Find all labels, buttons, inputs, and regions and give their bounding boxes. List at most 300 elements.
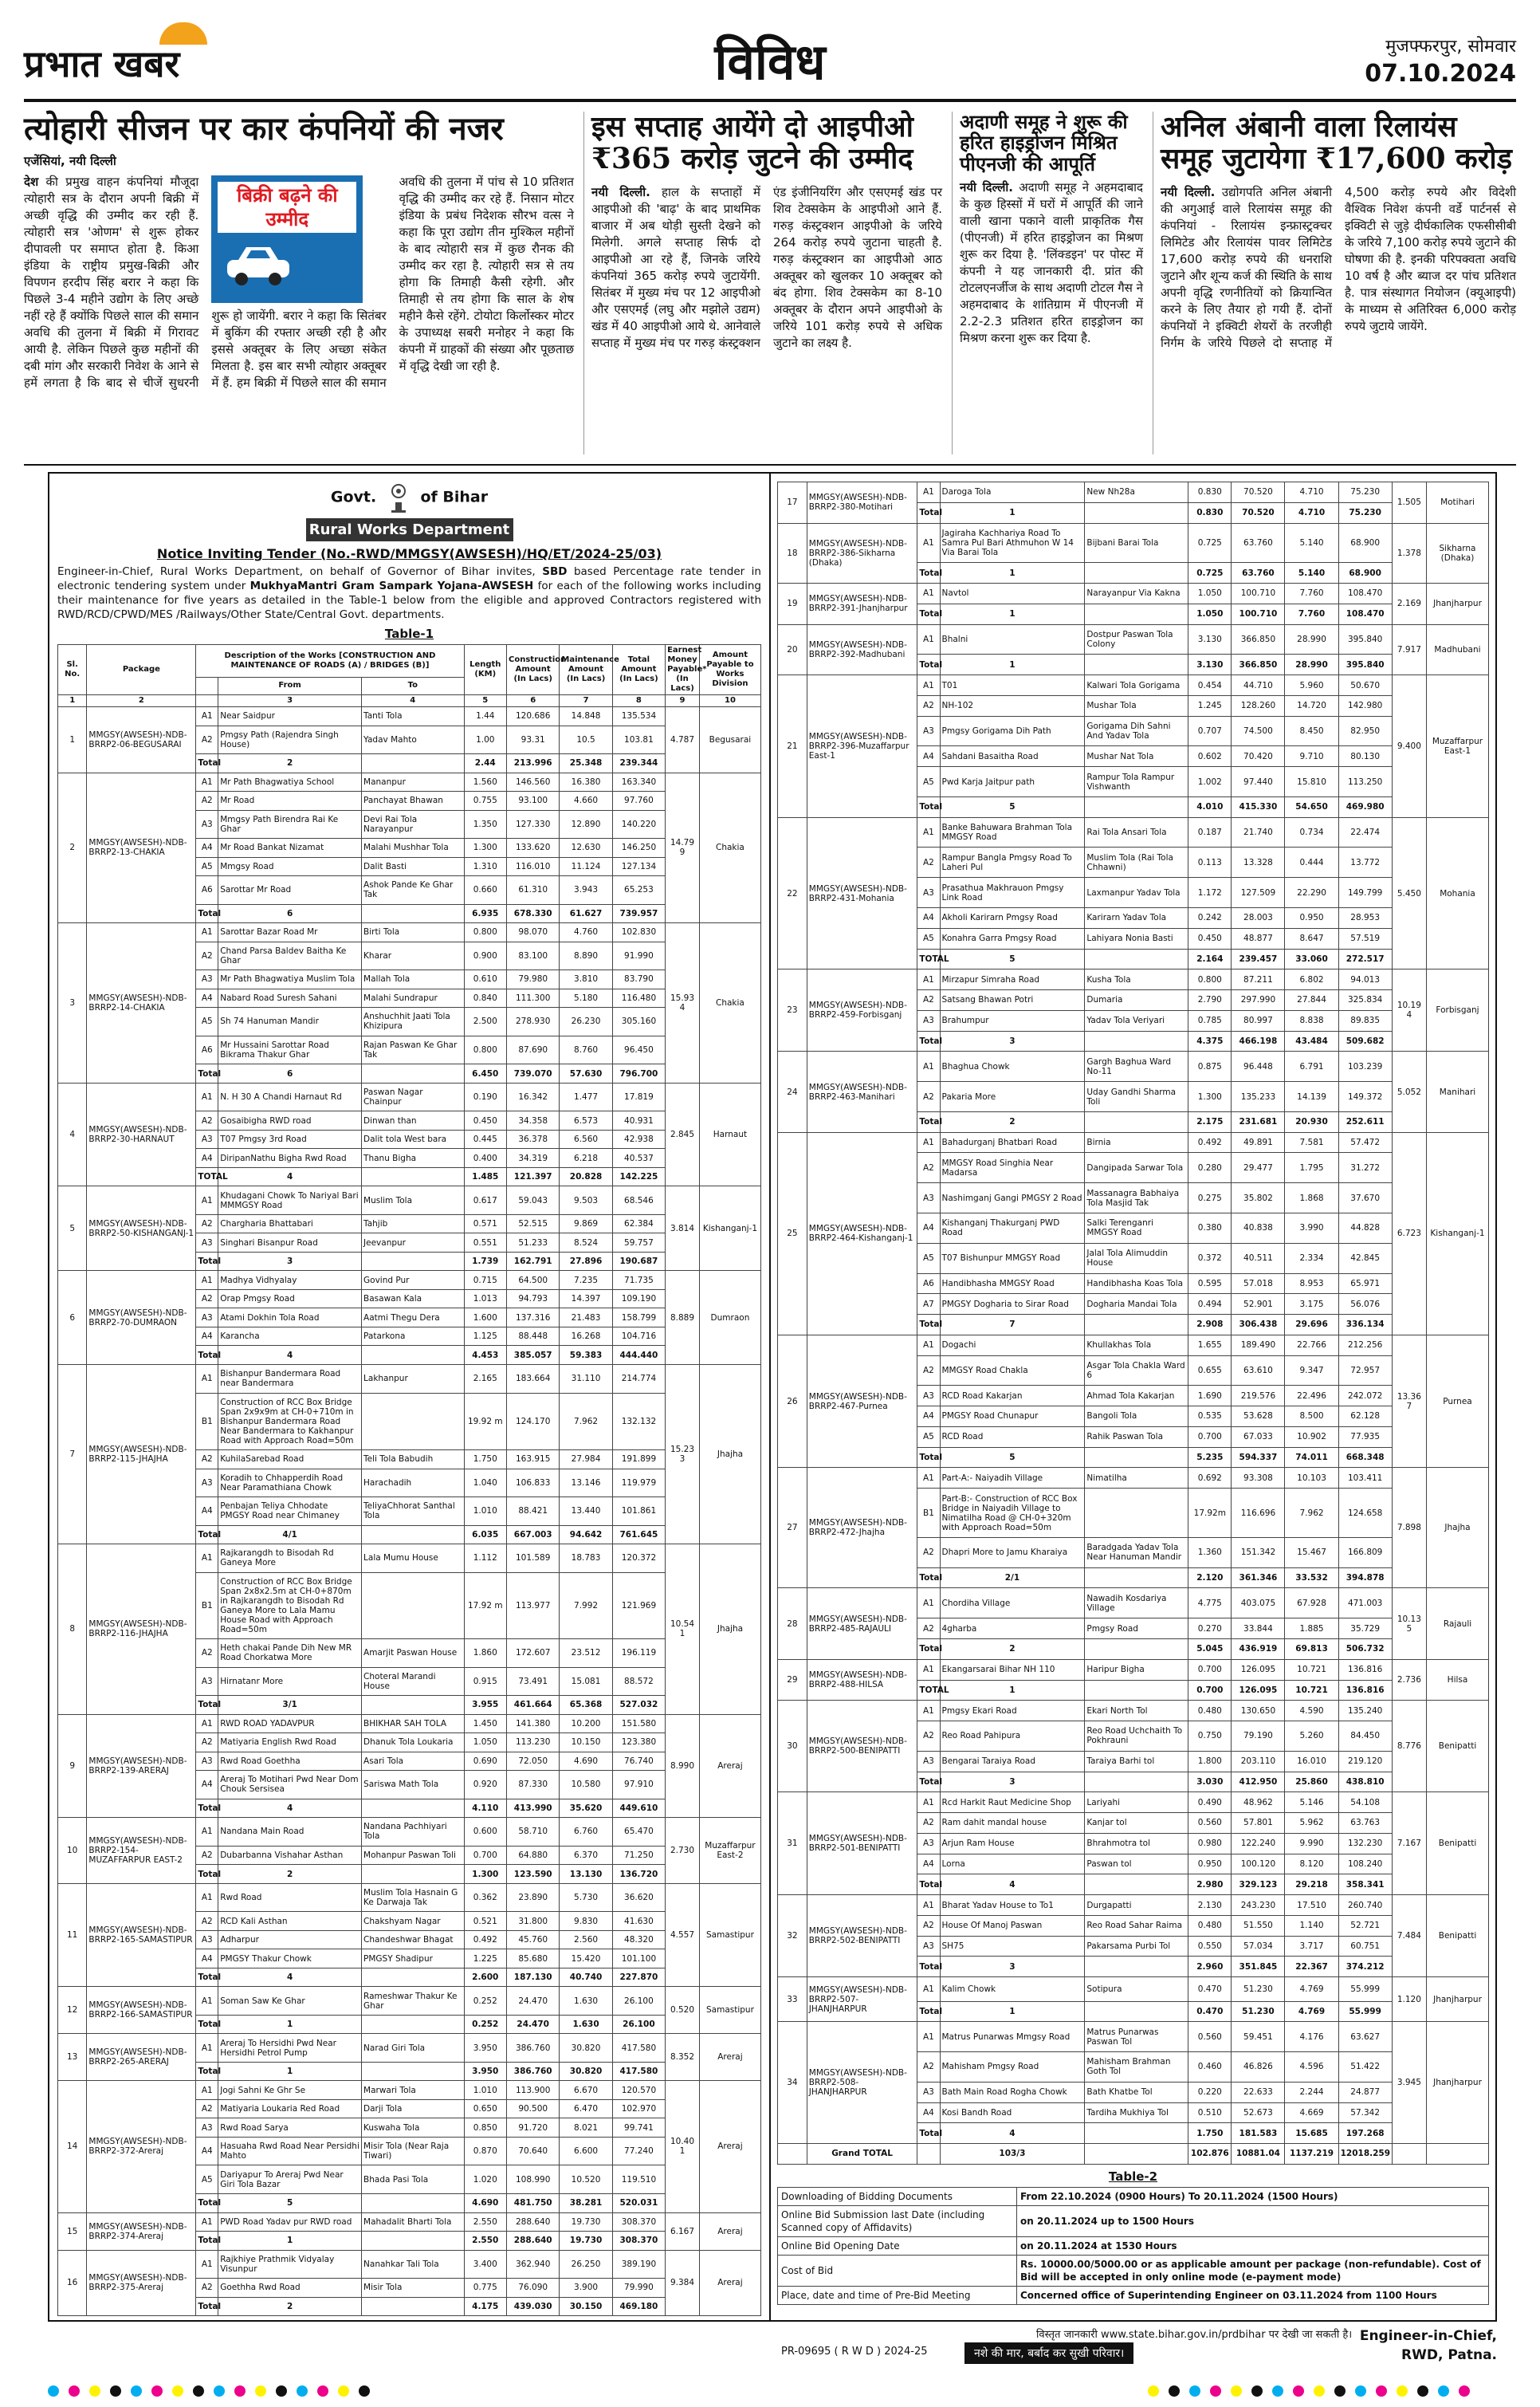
- to-cell: Amarjit Paswan House: [362, 1639, 464, 1668]
- total-cell: 56.076: [1338, 1294, 1392, 1315]
- work-code-cell: A5: [196, 857, 218, 876]
- maintenance-cell: 67.928: [1285, 1588, 1338, 1618]
- serial-cell: 32: [778, 1895, 807, 1977]
- construction-cell: 49.891: [1232, 1132, 1285, 1153]
- work-code-cell: A1: [917, 675, 940, 696]
- from-cell: Bengarai Taraiya Road: [940, 1751, 1085, 1772]
- serial-cell: 34: [778, 2022, 807, 2144]
- work-code-cell: A2: [196, 1289, 218, 1308]
- table-row: [778, 584, 1489, 604]
- dateline: [1365, 33, 1516, 88]
- work-code-cell: A1: [917, 1468, 940, 1489]
- total-cell: 22.474: [1338, 817, 1392, 848]
- construction-cell: 46.826: [1232, 2052, 1285, 2083]
- total-cell: 305.160: [612, 1008, 665, 1036]
- total-cell: 57.519: [1338, 928, 1392, 949]
- total-amount-cell: 506.732: [1338, 1638, 1392, 1659]
- state-emblem-icon: [387, 482, 411, 513]
- length-cell: 0.521: [464, 1912, 507, 1931]
- maintenance-cell: 15.810: [1285, 767, 1338, 797]
- total-label-cell: Total: [917, 1447, 940, 1468]
- table-row: [778, 1588, 1489, 1618]
- total-label-cell: Total: [917, 1638, 940, 1659]
- work-code-cell: A3: [917, 1936, 940, 1957]
- work-code-cell: A6: [917, 1273, 940, 1294]
- work-code-cell: B1: [917, 1489, 940, 1538]
- intro-text: based Percentage rate tender in electronic tendering system under: [57, 565, 761, 592]
- construction-cell: 40.511: [1232, 1243, 1285, 1273]
- earnest-cell: 5.052: [1392, 1052, 1426, 1132]
- total-label-cell: TOTAL: [917, 949, 940, 969]
- maintenance-cell: 2.560: [560, 1930, 612, 1949]
- construction-cell: 70.420: [1232, 746, 1285, 767]
- maintenance-cell: 8.120: [1285, 1854, 1338, 1874]
- total-cell: 37.670: [1338, 1183, 1392, 1213]
- table-row: [58, 773, 761, 792]
- total-blank-cell: [1085, 563, 1188, 584]
- grand-total-label: Grand TOTAL: [807, 2144, 917, 2165]
- total-amount-cell: 358.341: [1338, 1874, 1392, 1895]
- total-maintenance-cell: 19.730: [560, 2232, 612, 2251]
- length-cell: 1.002: [1188, 767, 1232, 797]
- construction-cell: 366.850: [1232, 624, 1285, 655]
- length-cell: 0.610: [464, 970, 507, 989]
- total-cell: 151.580: [612, 1714, 665, 1733]
- work-code-cell: A3: [196, 1930, 218, 1949]
- from-cell: PMGSY Dogharia to Sirar Road: [940, 1294, 1085, 1315]
- length-cell: 1.800: [1188, 1751, 1232, 1772]
- story-headline: त्योहारी सीजन पर कार कंपनियों की नजर: [24, 110, 504, 147]
- registration-dot: [1355, 2385, 1366, 2397]
- registration-dot: [1272, 2385, 1283, 2397]
- construction-cell: 48.877: [1232, 928, 1285, 949]
- division-cell: Purnea: [1427, 1335, 1489, 1468]
- length-cell: 0.187: [1188, 817, 1232, 848]
- construction-cell: 113.977: [507, 1572, 560, 1639]
- total-blank-cell: [362, 1968, 464, 1987]
- length-cell: 0.700: [464, 1846, 507, 1865]
- serial-cell: 23: [778, 969, 807, 1052]
- to-cell: Salki Terenganri MMGSY Road: [1085, 1213, 1188, 1243]
- total-label-cell: Total: [917, 604, 940, 624]
- maintenance-cell: 15.081: [560, 1667, 612, 1696]
- story-lead: नयी दिल्ली.: [1161, 185, 1216, 200]
- length-cell: 0.460: [1188, 2052, 1232, 2083]
- from-cell: Construction of RCC Box Bridge Span 2x8x2.5m at CH-0+870m in Rajkarangdh to Bisodah Rd Ganeya More to Lala Mamu House Road with Approach Road=50m: [218, 1572, 362, 1639]
- total-count-cell: 1: [940, 502, 1085, 523]
- govt-label: Govt.: [330, 488, 377, 506]
- maintenance-cell: 22.496: [1285, 1386, 1338, 1406]
- total-maintenance-cell: 74.011: [1285, 1447, 1338, 1468]
- from-cell: Mr Hussaini Sarottar Road Bikrama Thakur Ghar: [218, 1036, 362, 1064]
- length-cell: 1.010: [464, 1497, 507, 1526]
- serial-cell: 17: [778, 482, 807, 524]
- total-count-cell: 2: [940, 1111, 1085, 1132]
- length-cell: 0.755: [464, 792, 507, 811]
- total-count-cell: 4: [940, 2123, 1085, 2144]
- length-cell: 0.480: [1188, 1915, 1232, 1936]
- serial-cell: 5: [58, 1186, 87, 1271]
- length-cell: 0.875: [1188, 1052, 1232, 1082]
- serial-cell: 9: [58, 1714, 87, 1818]
- work-code-cell: A2: [917, 1082, 940, 1112]
- construction-cell: 243.230: [1232, 1895, 1285, 1916]
- division-cell: Areraj: [699, 1714, 760, 1818]
- package-cell: MMGSY(AWSESH)-NDB-BRRP2-166-SAMASTIPUR: [87, 1987, 196, 2034]
- total-maintenance-cell: 29.696: [1285, 1315, 1338, 1335]
- total-count-cell: 7: [940, 1315, 1085, 1335]
- work-code-cell: A2: [917, 1618, 940, 1639]
- from-cell: SH75: [940, 1936, 1085, 1957]
- to-cell: Paswan Nagar Chainpur: [362, 1083, 464, 1111]
- total-count-cell: 3: [940, 1031, 1085, 1052]
- total-cell: 103.239: [1338, 1052, 1392, 1082]
- serial-cell: 6: [58, 1271, 87, 1365]
- construction-cell: 128.260: [1232, 695, 1285, 716]
- work-code-cell: A1: [917, 584, 940, 604]
- total-cell: 132.230: [1338, 1833, 1392, 1854]
- from-cell: Kosi Bandh Road: [940, 2102, 1085, 2123]
- maintenance-cell: 22.290: [1285, 878, 1338, 908]
- total-cell: 104.716: [612, 1327, 665, 1346]
- from-cell: Kalim Chowk: [940, 1977, 1085, 2001]
- to-cell: New Nh28a: [1085, 482, 1188, 503]
- to-cell: Uday Gandhi Sharma Toli: [1085, 1082, 1188, 1112]
- total-length-cell: 6.035: [464, 1525, 507, 1544]
- package-cell: MMGSY(AWSESH)-NDB-BRRP2-50-KISHANGANJ-1: [87, 1186, 196, 1271]
- total-count-cell: 4: [218, 1167, 362, 1186]
- construction-cell: 94.793: [507, 1289, 560, 1308]
- work-code-cell: A1: [196, 1364, 218, 1393]
- maintenance-cell: 5.140: [1285, 523, 1338, 563]
- work-code-cell: A1: [196, 1714, 218, 1733]
- earnest-cell: 5.450: [1392, 817, 1426, 969]
- earnest-cell: 10.13 5: [1392, 1588, 1426, 1659]
- schedule-value: Concerned office of Superintending Engineer on 03.11.2024 from 1100 Hours: [1017, 2286, 1489, 2304]
- length-cell: 1.225: [464, 1949, 507, 1968]
- construction-cell: 98.070: [507, 923, 560, 942]
- total-maintenance-cell: 59.383: [560, 1346, 612, 1365]
- to-cell: Ashok Pande Ke Ghar Tak: [362, 876, 464, 905]
- to-cell: Haripur Bigha: [1085, 1659, 1188, 1680]
- length-cell: 0.380: [1188, 1213, 1232, 1243]
- construction-cell: 72.050: [507, 1752, 560, 1771]
- from-cell: House Of Manoj Paswan: [940, 1915, 1085, 1936]
- schedule-label: Downloading of Bidding Documents: [778, 2187, 1017, 2205]
- length-cell: 1.600: [464, 1308, 507, 1327]
- length-cell: 0.113: [1188, 848, 1232, 878]
- serial-cell: 22: [778, 817, 807, 969]
- division-cell: Benipatti: [1427, 1895, 1489, 1977]
- maintenance-cell: 6.573: [560, 1111, 612, 1131]
- maintenance-cell: 8.500: [1285, 1406, 1338, 1427]
- total-blank-cell: [1085, 1031, 1188, 1052]
- total-label-cell: Total: [196, 904, 218, 923]
- construction-cell: 111.300: [507, 989, 560, 1008]
- division-cell: Rajauli: [1427, 1588, 1489, 1659]
- construction-cell: 135.233: [1232, 1082, 1285, 1112]
- story-text: उद्योगपति अनिल अंबानी की अगुआई वाले रिलायंस समूह की कंपनियां - रिलायंस इन्फ्रास्ट्रक्चर लिमिटेड और रिलायंस पावर लिमिटेड 17,600 करोड़ रुपये की धनराशि जुटाने और शून्य कर्ज की स्थिति के साथ अपनी वृद्धि रणनीतियों को क्रियान्वित करने के लिए तैयार हो गयी हैं. दोनों कंपनियों ने इक्विटी शेयरों के तरजीही निर्गम के जरिये पिछले दो सप्ताह में 4,500 करोड़ रुपये और विदेशी वैश्विक निवेश कंपनी वर्डे पार्टनर्स से इक्विटी से जुड़े दीर्घकालिक एफसीसीबी के जरिये 7,100 करोड़ रुपये जुटाने की घोषणा की है. इनकी परिपक्वता अवधि 10 वर्ष है और ब्याज दर पांच प्रतिशत है. पात्र संस्थागत नियोजन (क्यूआइपी) के माध्यम से अतिरिक्त 6,000 करोड़ रुपये जुटाये जायेंगे.: [1161, 185, 1516, 351]
- total-length-cell: 0.725: [1188, 563, 1232, 584]
- maintenance-cell: 4.710: [1285, 482, 1338, 503]
- story-lead: नयी दिल्ली.: [591, 185, 650, 200]
- length-cell: 0.655: [1188, 1355, 1232, 1386]
- schedule-label: Online Bid Submission last Date (including Scanned copy of Affidavits): [778, 2205, 1017, 2236]
- registration-dot: [48, 2385, 59, 2397]
- to-cell: Dalit tola West bara: [362, 1130, 464, 1149]
- total-cell: 417.580: [612, 2034, 665, 2063]
- package-cell: MMGSY(AWSESH)-NDB-BRRP2-464-Kishanganj-1: [807, 1132, 917, 1335]
- grand-total-length: 102.876: [1188, 2144, 1232, 2165]
- length-cell: 2.790: [1188, 990, 1232, 1011]
- maintenance-cell: 7.581: [1285, 1132, 1338, 1153]
- work-code-cell: A2: [917, 695, 940, 716]
- total-length-cell: 4.110: [464, 1799, 507, 1818]
- registration-dot: [1189, 2385, 1200, 2397]
- total-length-cell: 3.950: [464, 2062, 507, 2081]
- to-cell: Asgar Tola Chakla Ward 6: [1085, 1355, 1188, 1386]
- to-cell: Lakhanpur: [362, 1364, 464, 1393]
- length-cell: 0.220: [1188, 2082, 1232, 2102]
- division-cell: Forbisganj: [1427, 969, 1489, 1052]
- total-maintenance-cell: 10.721: [1285, 1680, 1338, 1701]
- col-header-description: Description of the Works [CONSTRUCTION AND MAINTENANCE OF ROADS (A) / BRIDGES (B)]: [196, 645, 464, 678]
- length-cell: 0.650: [464, 2099, 507, 2118]
- work-code-cell: A3: [196, 970, 218, 989]
- earnest-cell: 1.378: [1392, 523, 1426, 584]
- column-number: 9: [666, 695, 700, 707]
- total-cell: 149.799: [1338, 878, 1392, 908]
- total-amount-cell: 239.344: [612, 754, 665, 773]
- intro-text: MukhyaMantri Gram Sampark Yojana-AWSESH: [249, 580, 534, 592]
- to-cell: BHIKHAR SAH TOLA: [362, 1714, 464, 1733]
- total-maintenance-cell: 54.650: [1285, 796, 1338, 817]
- registration-dot: [276, 2385, 287, 2397]
- total-length-cell: 1.300: [464, 1865, 507, 1884]
- total-length-cell: 4.453: [464, 1346, 507, 1365]
- total-blank-cell: [1085, 1111, 1188, 1132]
- from-cell: Chand Parsa Baldev Baitha Ke Ghar: [218, 942, 362, 970]
- total-construction-cell: 436.919: [1232, 1638, 1285, 1659]
- to-cell: Mahisham Brahman Goth Tol: [1085, 2052, 1188, 2083]
- construction-cell: 35.802: [1232, 1183, 1285, 1213]
- package-cell: MMGSY(AWSESH)-NDB-BRRP2-501-BENIPATTI: [807, 1792, 917, 1895]
- maintenance-cell: 7.962: [1285, 1489, 1338, 1538]
- intro-text: SBD: [542, 565, 568, 578]
- total-construction-cell: 385.057: [507, 1346, 560, 1365]
- division-cell: Kishanganj-1: [1427, 1132, 1489, 1335]
- total-length-cell: 2.550: [464, 2232, 507, 2251]
- construction-cell: 29.477: [1232, 1153, 1285, 1183]
- maintenance-cell: 8.021: [560, 2118, 612, 2138]
- ad-footer: [48, 2326, 1497, 2371]
- total-cell: 94.013: [1338, 969, 1392, 990]
- division-cell: Jhajha: [699, 1544, 760, 1715]
- total-length-cell: 6.935: [464, 904, 507, 923]
- total-count-cell: 1: [940, 2001, 1085, 2022]
- total-count-cell: 1: [940, 655, 1085, 675]
- maintenance-cell: 0.734: [1285, 817, 1338, 848]
- serial-cell: 28: [778, 1588, 807, 1659]
- table-row: [778, 1052, 1489, 1082]
- total-construction-cell: 187.130: [507, 1968, 560, 1987]
- total-cell: 26.100: [612, 1987, 665, 2016]
- to-cell: Taraiya Barhi tol: [1085, 1751, 1188, 1772]
- construction-cell: 297.990: [1232, 990, 1285, 1011]
- construction-cell: 22.633: [1232, 2082, 1285, 2102]
- total-cell: 158.799: [612, 1308, 665, 1327]
- total-amount-cell: 438.810: [1338, 1772, 1392, 1792]
- total-blank-cell: [1085, 1315, 1188, 1335]
- total-blank-cell: [1085, 1874, 1188, 1895]
- total-count-cell: 1: [218, 2015, 362, 2034]
- to-cell: Bhrahmotra tol: [1085, 1833, 1188, 1854]
- to-cell: Gorigama Dih Sahni And Yadav Tola: [1085, 716, 1188, 746]
- to-cell: Sotipura: [1085, 1977, 1188, 2001]
- construction-cell: 133.620: [507, 839, 560, 858]
- col-header-sl: Sl. No.: [58, 645, 87, 695]
- total-blank-cell: [362, 2194, 464, 2213]
- website-note: विस्तृत जानकारी www.state.bihar.gov.in/prdbihar पर देखी जा सकती है।: [1036, 2329, 1353, 2341]
- construction-cell: 96.448: [1232, 1052, 1285, 1082]
- length-cell: 1.245: [1188, 695, 1232, 716]
- total-amount-cell: 395.840: [1338, 655, 1392, 675]
- registration-dot: [172, 2385, 183, 2397]
- total-construction-cell: 739.070: [507, 1064, 560, 1084]
- work-code-cell: A1: [196, 2250, 218, 2279]
- schedule-value: on 20.11.2024 up to 1500 Hours: [1017, 2205, 1489, 2236]
- division-cell: Dumraon: [699, 1271, 760, 1365]
- work-code-cell: A5: [917, 928, 940, 949]
- schedule-row: [778, 2187, 1489, 2205]
- to-cell: Mushar Nat Tola: [1085, 746, 1188, 767]
- work-code-cell: A2: [196, 1111, 218, 1131]
- length-cell: 0.400: [464, 1149, 507, 1168]
- construction-cell: 100.120: [1232, 1854, 1285, 1874]
- table-body: [778, 482, 1489, 2165]
- package-cell: MMGSY(AWSESH)-NDB-BRRP2-06-BEGUSARAI: [87, 707, 196, 773]
- total-cell: 65.470: [612, 1818, 665, 1847]
- total-construction-cell: 351.845: [1232, 1957, 1285, 1977]
- schedule-row: [778, 2286, 1489, 2304]
- package-cell: MMGSY(AWSESH)-NDB-BRRP2-472-Jhajha: [807, 1468, 917, 1588]
- maintenance-cell: 1.795: [1285, 1153, 1338, 1183]
- construction-cell: 278.930: [507, 1008, 560, 1036]
- length-cell: 3.950: [464, 2034, 507, 2063]
- maintenance-cell: 14.397: [560, 1289, 612, 1308]
- maintenance-cell: 1.630: [560, 1987, 612, 2016]
- total-construction-cell: 100.710: [1232, 604, 1285, 624]
- total-label-cell: Total: [917, 1957, 940, 1977]
- total-cell: 135.240: [1338, 1701, 1392, 1721]
- table-row: [778, 1132, 1489, 1153]
- total-length-cell: 3.955: [464, 1696, 507, 1715]
- maintenance-cell: 9.869: [560, 1214, 612, 1233]
- total-cell: 72.957: [1338, 1355, 1392, 1386]
- car-icon: [222, 242, 294, 289]
- table-row: [58, 1186, 761, 1215]
- table-row: [58, 1544, 761, 1573]
- total-length-cell: 2.908: [1188, 1315, 1232, 1335]
- work-code-cell: A4: [196, 839, 218, 858]
- package-cell: MMGSY(AWSESH)-NDB-BRRP2-116-JHAJHA: [87, 1544, 196, 1715]
- table-row: [778, 1468, 1489, 1489]
- registration-dot: [1148, 2385, 1159, 2397]
- to-cell: Marwari Tola: [362, 2081, 464, 2100]
- length-cell: 1.010: [464, 2081, 507, 2100]
- total-cell: 471.003: [1338, 1588, 1392, 1618]
- schedule-label: Online Bid Opening Date: [778, 2236, 1017, 2255]
- total-cell: 68.900: [1338, 523, 1392, 563]
- total-maintenance-cell: 4.769: [1285, 2001, 1338, 2022]
- length-cell: 0.870: [464, 2137, 507, 2165]
- story-text-2: लेकिन पिछले कुछ महीनों की दबी मांग और सरकारी निवेश के आने से हमें लगता है कि बाद से चीजें सुधरनी शुरू हो जायेंगी. बरार ने कहा कि सितंबर में बुकिंग की रफ्तार अच्छी रही है और इससे अक्तूबर के लिए अच्छा संकेत मिलता है. इस बार सभी त्योहार अक्तूबर में हैं. हम बिक्री में पिछले साल की समान अवधि की तुलना में पांच से 10 प्रतिशत वृद्धि की उम्मीद कर रहे हैं. निसान मोटर इंडिया के प्रबंध निदेशक सौरभ वत्स ने कहा कि पूरा उद्योग तीन मुश्किल महीनों के बाद त्योहारी सत्र में कुछ रौनक की उम्मीद कर रहा है. त्योहारी सत्र से तय होगा कि तिमाही कैसी रहेगी. और तिमाही से तय होगा कि साल के शेष महीने कैसे रहेंगे. टोयोटा किर्लोस्कर मोटर के उपाध्यक्ष सबरी मनोहर ने कहा कि कंपनी में ग्राहकों की संख्या और पूछताछ में वृद्धि देखी जा रही है.: [24, 175, 574, 390]
- package-cell: MMGSY(AWSESH)-NDB-BRRP2-139-ARERAJ: [87, 1714, 196, 1818]
- story-lead: नयी दिल्ली.: [960, 180, 1013, 195]
- serial-cell: 24: [778, 1052, 807, 1132]
- work-code-cell: A1: [196, 1083, 218, 1111]
- registration-dot: [1169, 2385, 1180, 2397]
- total-count-cell: 2: [218, 754, 362, 773]
- package-cell: MMGSY(AWSESH)-NDB-BRRP2-396-Muzaffarpur East-1: [807, 675, 917, 818]
- registration-dot: [151, 2385, 163, 2397]
- bihar-label: of Bihar: [420, 488, 489, 506]
- registration-dot: [214, 2385, 225, 2397]
- serial-cell: 3: [58, 923, 87, 1084]
- table-row: [778, 1701, 1489, 1721]
- serial-cell: 12: [58, 1987, 87, 2034]
- table-row: [778, 817, 1489, 848]
- to-cell: Jalal Tola Alimuddin House: [1085, 1243, 1188, 1273]
- package-cell: MMGSY(AWSESH)-NDB-BRRP2-14-CHAKIA: [87, 923, 196, 1084]
- construction-cell: 13.328: [1232, 848, 1285, 878]
- total-blank-cell: [1085, 2001, 1188, 2022]
- work-code-cell: A2: [917, 1153, 940, 1183]
- work-code-cell: A1: [917, 1588, 940, 1618]
- grand-total-construction: 10881.04: [1232, 2144, 1285, 2165]
- total-blank-cell: [362, 2232, 464, 2251]
- construction-cell: 34.319: [507, 1149, 560, 1168]
- department-name: Rural Works Department: [306, 518, 513, 541]
- length-cell: 3.130: [1188, 624, 1232, 655]
- maintenance-cell: 15.420: [560, 1949, 612, 1968]
- to-cell: Kalwari Tola Gorigama: [1085, 675, 1188, 696]
- length-cell: 0.595: [1188, 1273, 1232, 1294]
- total-construction-cell: 413.990: [507, 1799, 560, 1818]
- total-length-cell: 3.030: [1188, 1772, 1232, 1792]
- work-code-cell: A1: [196, 1883, 218, 1912]
- length-cell: 1.040: [464, 1469, 507, 1497]
- to-cell: Bijbani Barai Tola: [1085, 523, 1188, 563]
- total-construction-cell: 439.030: [507, 2297, 560, 2316]
- total-label-cell: Total: [917, 1315, 940, 1335]
- construction-cell: 116.696: [1232, 1489, 1285, 1538]
- total-cell: 136.816: [1338, 1659, 1392, 1680]
- length-cell: 0.560: [1188, 1813, 1232, 1834]
- to-cell: Gargh Baghua Ward No-11: [1085, 1052, 1188, 1082]
- work-code-cell: A1: [196, 1987, 218, 2016]
- total-length-cell: 1.485: [464, 1167, 507, 1186]
- col-header-code: [196, 677, 218, 695]
- earnest-cell: 2.736: [1392, 1659, 1426, 1701]
- total-amount-cell: 449.610: [612, 1799, 665, 1818]
- total-amount-cell: 55.999: [1338, 2001, 1392, 2022]
- serial-cell: 1: [58, 707, 87, 773]
- signoff-office: RWD, Patna.: [1401, 2347, 1497, 2363]
- total-length-cell: 4.010: [1188, 796, 1232, 817]
- column-number: 7: [560, 695, 612, 707]
- from-cell: Pmgsy Gorigama Dih Path: [940, 716, 1085, 746]
